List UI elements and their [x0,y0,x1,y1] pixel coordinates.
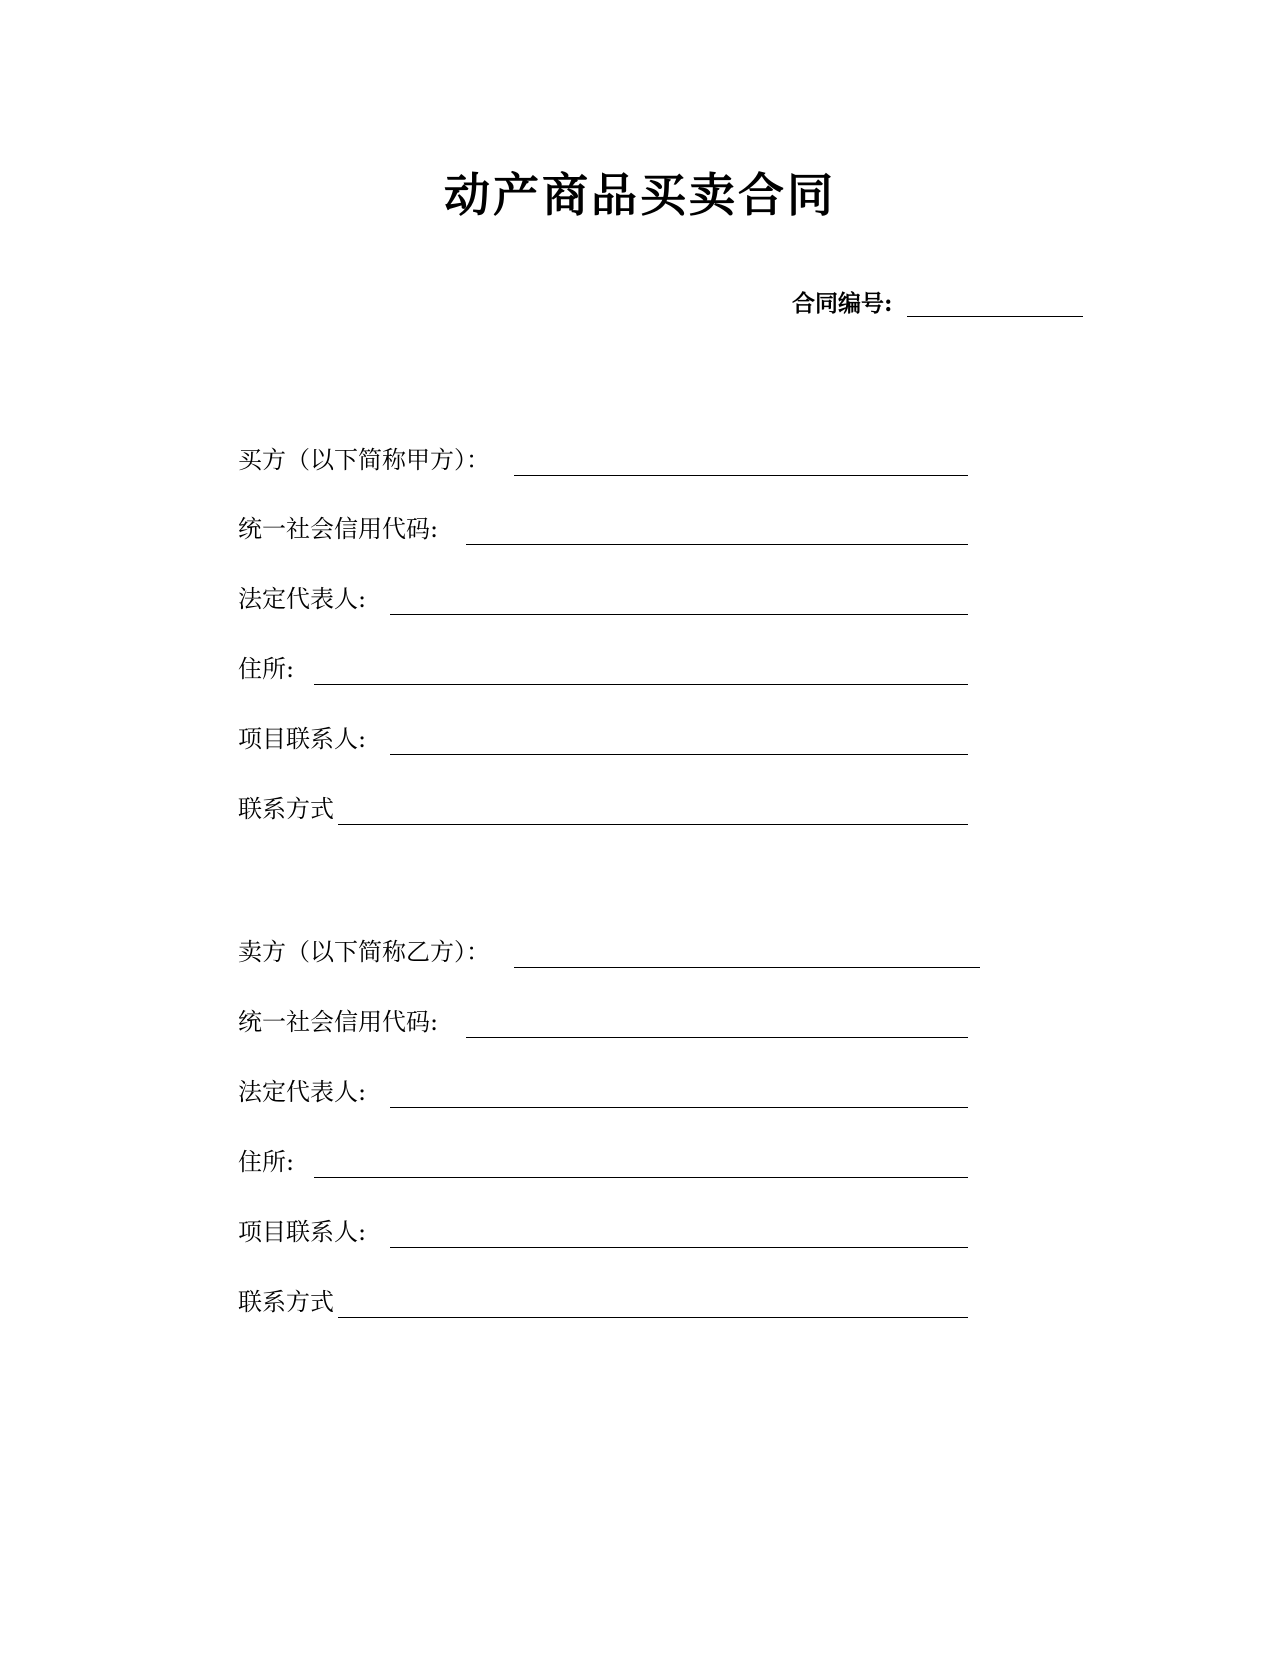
seller-address-row [238,1144,968,1178]
seller-contact-method-row [238,1284,968,1318]
seller-contact-person-label: 项目联系人: [238,1218,367,1246]
buyer-address-row [238,651,968,685]
buyer-contact-method-row [238,791,968,825]
seller-contact-method-blank[interactable] [338,1287,968,1318]
buyer-credit-code-row [238,511,968,545]
buyer-legal-rep-row [238,581,968,615]
seller-address-label: 住所: [238,1148,295,1176]
seller-credit-code-label: 统一社会信用代码: [238,1008,439,1036]
buyer-credit-code-blank[interactable] [466,514,968,545]
buyer-contact-method-blank[interactable] [338,794,968,825]
buyer-contact-person-row [238,721,968,755]
seller-party-label: 卖方（以下简称乙方）： [238,938,490,966]
buyer-credit-code-label: 统一社会信用代码: [238,515,439,543]
document-title: 动产商品买卖合同 [444,168,836,222]
buyer-party-blank[interactable] [514,445,968,476]
seller-credit-code-blank[interactable] [466,1007,968,1038]
buyer-contact-person-blank[interactable] [390,724,968,755]
buyer-party-label: 买方（以下简称甲方）： [238,446,490,474]
seller-legal-rep-blank[interactable] [390,1077,968,1108]
seller-legal-rep-row [238,1074,968,1108]
buyer-address-label: 住所: [238,655,295,683]
contract-number-blank[interactable] [907,286,1083,317]
seller-party-row [238,934,980,968]
contract-number-label: 合同编号: [792,290,893,317]
buyer-contact-person-label: 项目联系人: [238,725,367,753]
seller-party-blank[interactable] [514,937,980,968]
seller-contact-method-label: 联系方式 [238,1288,334,1316]
contract-number-field [792,286,1083,319]
buyer-legal-rep-label: 法定代表人: [238,585,367,613]
seller-credit-code-row [238,1004,968,1038]
buyer-legal-rep-blank[interactable] [390,584,968,615]
seller-legal-rep-label: 法定代表人: [238,1078,367,1106]
seller-contact-person-row [238,1214,968,1248]
seller-address-blank[interactable] [314,1147,968,1178]
buyer-contact-method-label: 联系方式 [238,795,334,823]
buyer-address-blank[interactable] [314,654,968,685]
seller-contact-person-blank[interactable] [390,1217,968,1248]
buyer-party-row [238,442,968,476]
